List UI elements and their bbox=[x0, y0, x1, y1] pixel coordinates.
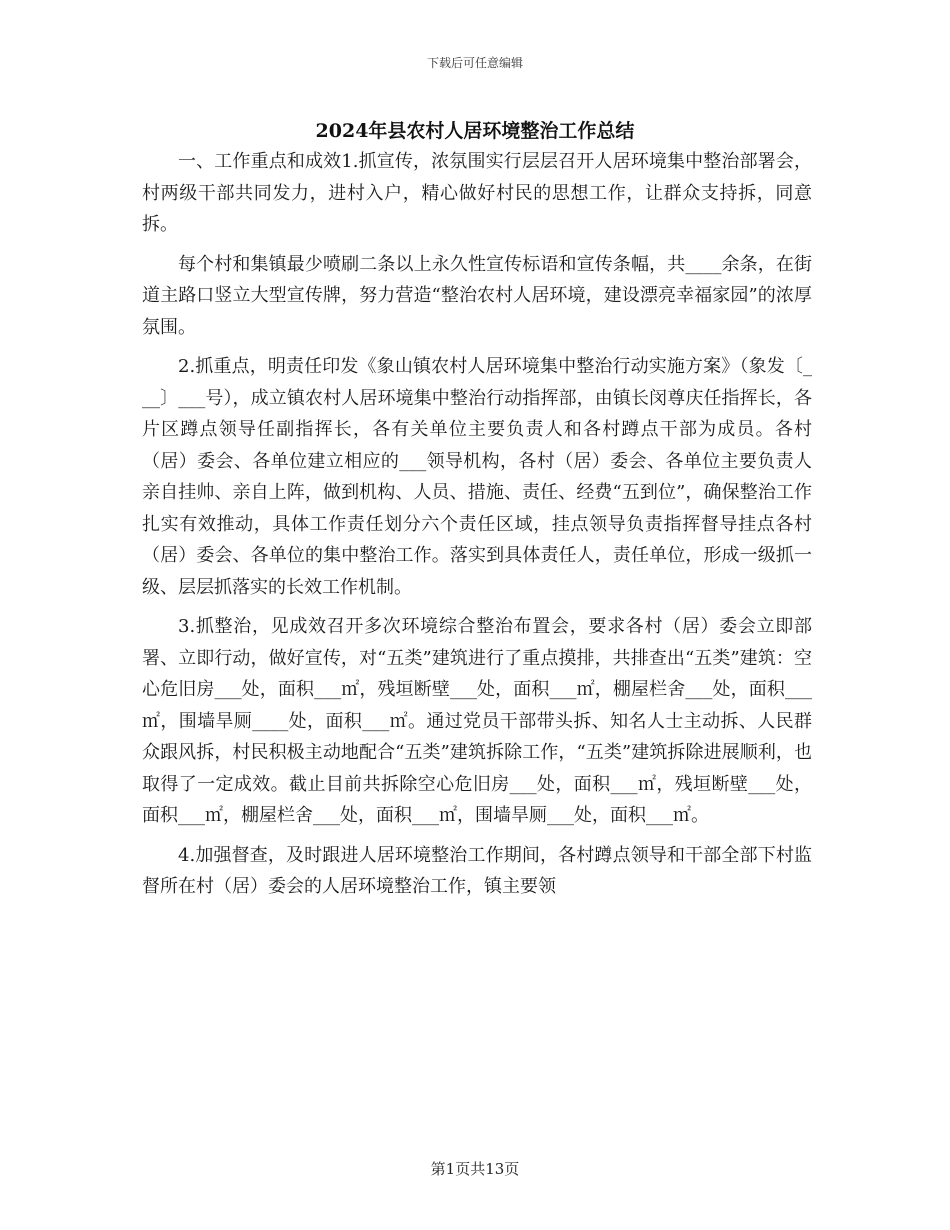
header-note: 下载后可任意编辑 bbox=[426, 56, 523, 70]
paragraph-key-points: 2.抓重点，明责任印发《象山镇农村人居环境集中整治行动实施方案》（象发〔___〕___号），成立镇农村人居环境集中整治行动指挥部，由镇长闵尊庆任指挥长，各片区蹲点领导任副指挥长，各有关单位主要负责人和各村蹲点干部为成员。各村（居）委会、各单位建立相应的___领导机构，各村（居）委会、各单位主要负责人亲自挂帅、亲自上阵，做到机构、人员、措施、责任、经费“五到位”，确保整治工作扎实有效推动，具体工作责任划分六个责任区域，挂点领导负责指挥督导挂点各村（居）委会、各单位的集中整治工作。落实到具体责任人，责任单位，形成一级抓一级、层层抓落实的长效工作机制。 bbox=[142, 356, 812, 598]
document-title: 2024年县农村人居环境整治工作总结 bbox=[315, 120, 635, 142]
document-body bbox=[142, 146, 812, 911]
paragraph-slogans: 每个村和集镇最少喷刷二条以上永久性宣传标语和宣传条幅，共____余条，在街道主路口竖立大型宣传牌，努力营造“整治农村人居环境，建设漂亮幸福家园”的浓厚氛围。 bbox=[142, 253, 812, 338]
page-indicator: 第1页共13页 bbox=[430, 1160, 520, 1178]
paragraph-rectification: 3.抓整治，见成效召开多次环境综合整治布置会，要求各村（居）委会立即部署、立即行动，做好宣传，对“五类”建筑进行了重点摸排，共排查出“五类”建筑：空心危旧房___处，面积___㎡，残垣断壁___处，面积___㎡，棚屋栏舍___处，面积___㎡，围墙旱厕____处，面积___㎡。通过党员干部带头拆、知名人士主动拆、人民群众跟风拆，村民积极主动地配合“五类”建筑拆除工作，“五类”建筑拆除进展顺利，也取得了一定成效。截止目前共拆除空心危旧房___处，面积___㎡，残垣断壁___处，面积___㎡，棚屋栏舍___处，面积___㎡，围墙旱厕___处，面积___㎡。 bbox=[142, 616, 812, 826]
paragraph-supervision: 4.加强督查，及时跟进人居环境整治工作期间，各村蹲点领导和干部全部下村监督所在村（居）委会的人居环境整治工作，镇主要领 bbox=[142, 844, 812, 897]
paragraph-publicity: 一、工作重点和成效1.抓宣传，浓氛围实行层层召开人居环境集中整治部署会，村两级干部共同发力，进村入户，精心做好村民的思想工作，让群众支持拆，同意拆。 bbox=[142, 151, 812, 235]
